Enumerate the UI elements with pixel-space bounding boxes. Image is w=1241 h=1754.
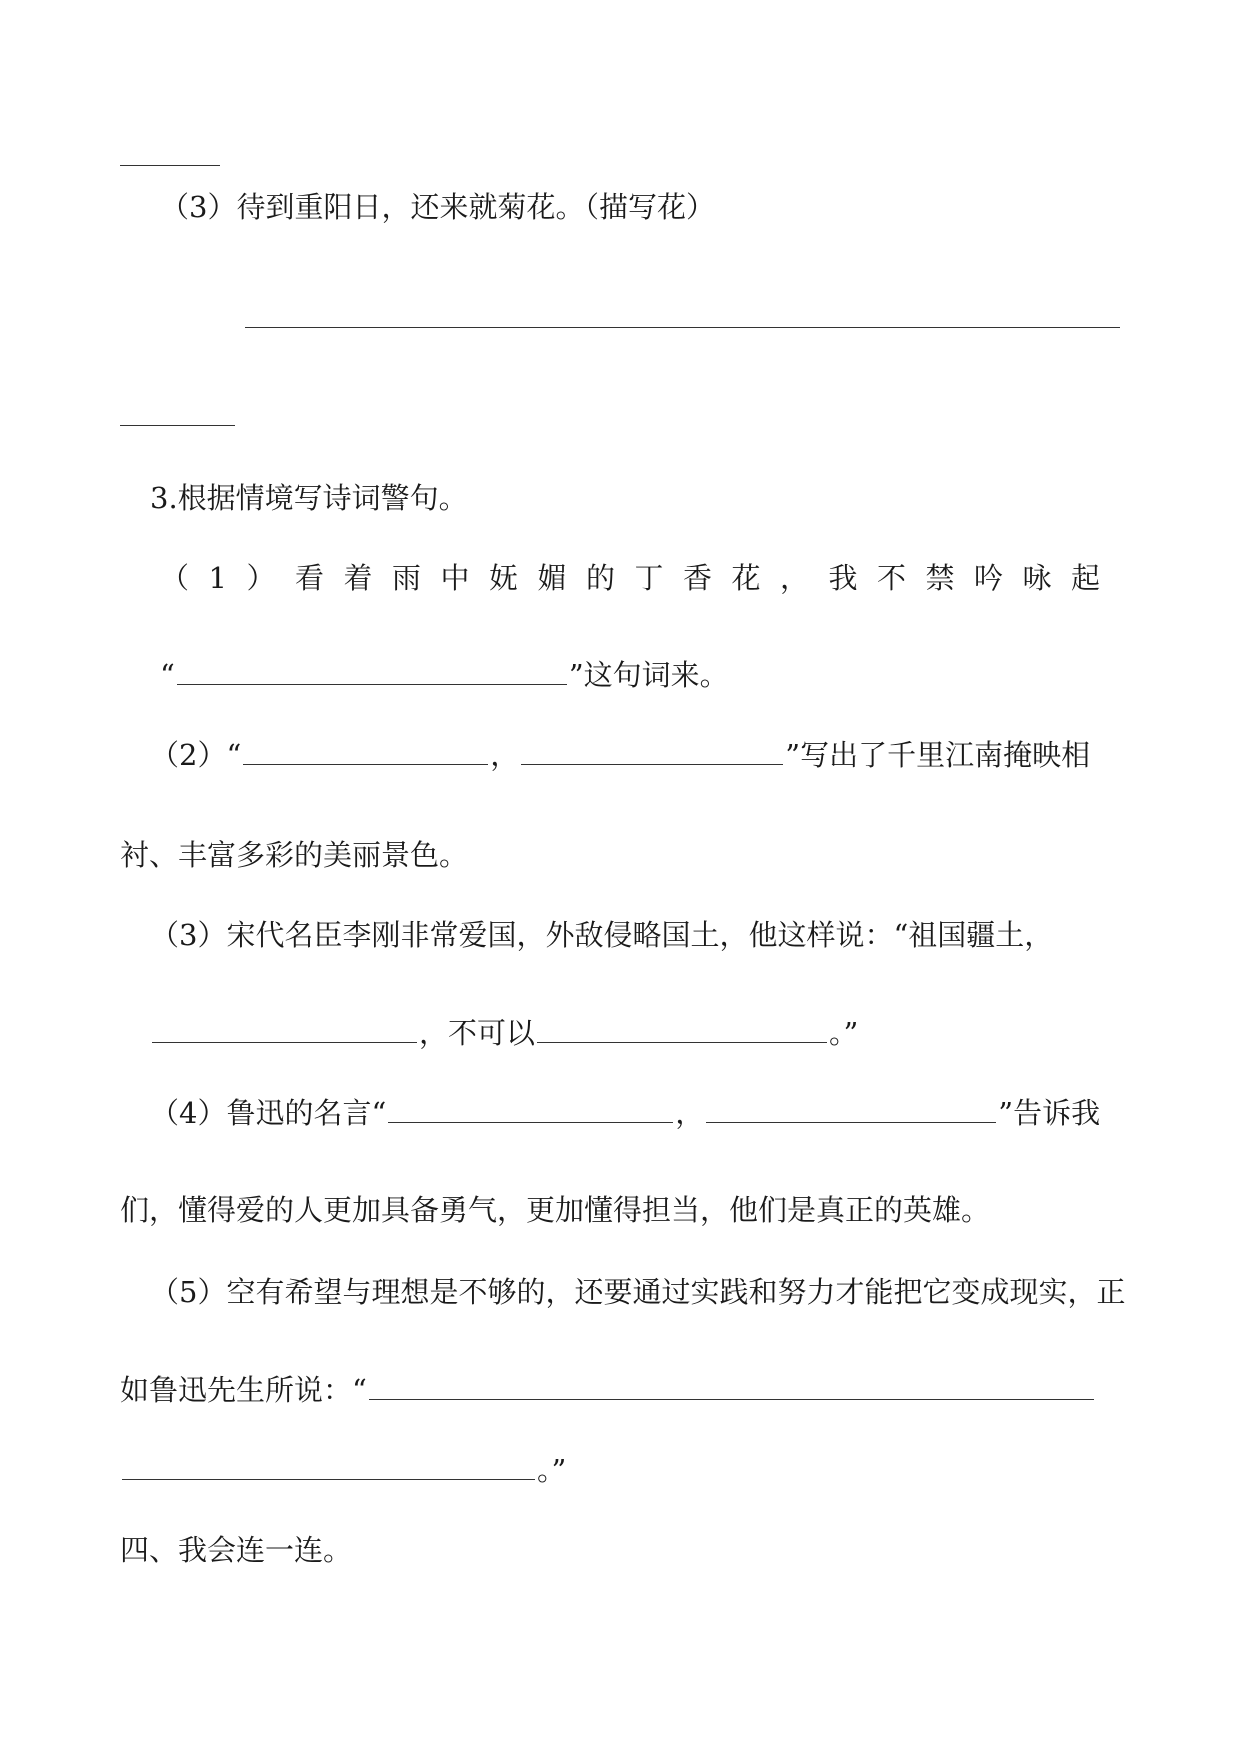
s3-item5-text: （5）空有希望与理想是不够的，还要通过实践和努力才能把它变成现实，正 [150,1275,1126,1309]
s3-item3-middle: ，不可以 [419,1016,536,1050]
s3-item4-blank-2[interactable] [706,1121,996,1123]
section4-title-text: 四、我会连一连。 [120,1533,353,1567]
s3-item5-end: 。” [537,1453,567,1487]
s3-item4-continuation: 们，懂得爱的人更加具备勇气，更加懂得担当，他们是真正的英雄。 [120,1193,991,1227]
s3-item4-comma: ， [675,1096,705,1130]
s3-item1-line2 [160,655,729,695]
s3-item2-suffix: ”写出了千里江南掩映相 [785,738,1091,772]
s3-item4-suffix: ”告诉我 [998,1096,1101,1130]
s3-item4-prefix: （4）鲁迅的名言“ [150,1096,387,1130]
s3-item3-line1 [150,915,1053,955]
s3-item2-continuation: 衬、丰富多彩的美丽景色。 [120,838,469,872]
q2-item3-text: （3）待到重阳日，还来就菊花。（描写花） [160,190,715,224]
q2-item3-answer-line-2[interactable] [120,425,235,426]
s3-item2-line2 [120,835,468,875]
s3-item4-line2 [120,1190,990,1230]
s3-item2-blank-1[interactable] [243,763,488,765]
s3-item2-line1 [150,735,1090,775]
s3-item3-end: 。” [829,1016,859,1050]
s3-item1-line1 [160,558,1120,598]
s3-item4-line1 [150,1093,1100,1133]
s3-item2-prefix: （2）“ [150,738,242,772]
section3-title-text: 3.根据情境写诗词警句。 [150,481,468,515]
s3-item5-line1 [150,1272,1125,1312]
q2-item3-prompt [160,187,715,227]
s3-item3-blank-1[interactable] [152,1041,417,1043]
answer-line-top[interactable] [120,165,220,166]
s3-item2-comma: ， [490,738,520,772]
s3-item5-blank-1[interactable] [369,1398,1094,1400]
s3-item4-blank-1[interactable] [388,1121,673,1123]
section4-title [120,1530,352,1570]
open-quote: “ [160,658,175,692]
s3-item2-blank-2[interactable] [521,763,783,765]
s3-item5-line3 [120,1450,566,1490]
s3-item5-line2 [120,1370,1096,1410]
s3-item1-close: ”这句词来。 [568,658,729,692]
s3-item1-text: （1）看着雨中妩媚的丁香花，我不禁吟咏起 [160,561,1120,595]
s3-item5-prefix: 如鲁迅先生所说：“ [120,1373,367,1407]
s3-item3-blank-2[interactable] [537,1041,827,1043]
s3-item3-line2 [150,1013,858,1053]
s3-item5-blank-2[interactable] [122,1478,535,1480]
s3-item1-blank[interactable] [177,683,567,685]
q2-item3-answer-line[interactable] [245,327,1120,328]
s3-item3-text: （3）宋代名臣李刚非常爱国，外敌侵略国土，他这样说：“祖国疆土， [150,918,1054,952]
section3-title [150,478,468,518]
